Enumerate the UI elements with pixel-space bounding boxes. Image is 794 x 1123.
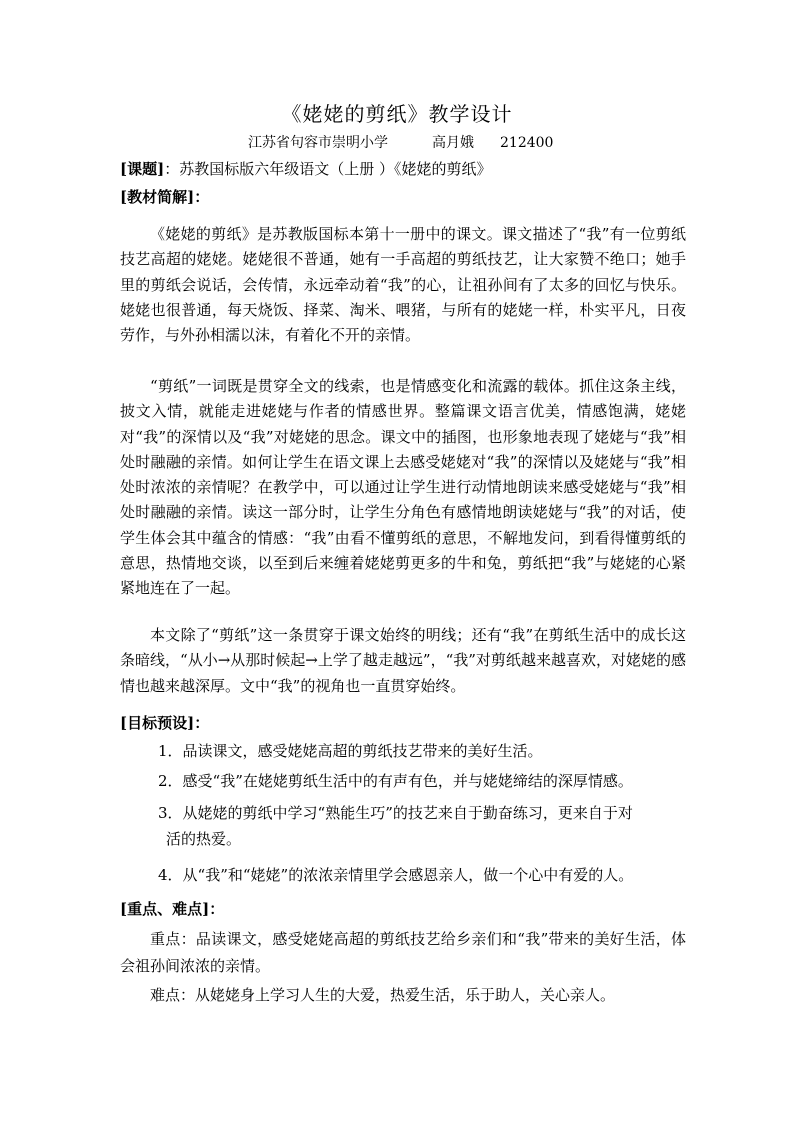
section-heading-goals: [目标预设]： <box>120 714 210 732</box>
intro-paragraph-1: 《姥姥的剪纸》是苏教版国标本第十一册中的课文。课文描述了“我”有一位剪纸技艺高超的姥姥。姥姥很不普通，她有一手高超的剪纸技艺，让大家赞不绝口；她手里的剪纸会说话，会传情，永远牵动着“我”的心，让祖孙间有了太多的回忆与快乐。姥姥也很普通，每天烧饭、择菜、淘米、喂猪，与所有的姥姥一样，朴实平凡，日夜劳作，与外孙相濡以沫，有着化不开的亲情。 <box>120 225 686 345</box>
lesson-line <box>120 158 491 179</box>
difficult-point: 难点：从姥姥身上学习人生的大爱，热爱生活，乐于助人，关心亲人。 <box>150 986 616 1004</box>
lesson-label: [课题] <box>120 160 165 178</box>
goal-item-2: 2．感受“我”在姥姥剪纸生活中的有声有色，并与姥姥缔结的深厚情感。 <box>158 772 633 790</box>
author-line <box>248 132 553 152</box>
intro-paragraph-2: “剪纸”一词既是贯穿全文的线索，也是情感变化和流露的载体。抓住这条主线，披文入情，就能走进姥姥与作者的情感世界。整篇课文语言优美，情感饱满，姥姥对“我”的深情以及“我”对姥姥的思念。课文中的插图，也形象地表现了姥姥与“我”相处时融融的亲情。如何让学生在语文课上去感受姥姥对“我”的深情以及姥姥与“我”相处时浓浓的亲情呢？在教学中，可以通过让学生进行动情地朗读来感受姥姥与“我”相处时融融的亲情。读这一部分时，让学生分角色有感情地朗读姥姥与“我”的对话，使学生体会其中蕴含的情感：“我”由看不懂剪纸的意思，不解地发问，到看得懂剪纸的意思，热情地交谈，以至到后来缠着姥姥剪更多的牛和兔，剪纸把“我”与姥姥的心紧紧地连在了一起。 <box>120 377 686 598</box>
author-school: 江苏省句容市崇明小学 <box>248 135 388 151</box>
goal-item-4: 4．从“我”和“姥姥”的浓浓亲情里学会感恩亲人，做一个心中有爱的人。 <box>158 866 634 884</box>
section-heading-keypoints: [重点、难点]： <box>120 900 225 918</box>
author-name: 高月娥 <box>432 135 474 151</box>
intro-paragraph-3: 本文除了“剪纸”这一条贯穿于课文始终的明线；还有“我”在剪纸生活中的成长这条暗线，“从小→从那时候起→上学了越走越远”，“我”对剪纸越来越喜欢，对姥姥的感情也越来越深厚。文中“我”的视角也一直贯穿始终。 <box>120 626 686 695</box>
author-code: 212400 <box>500 135 554 151</box>
goal-item-1: 1．品读课文，感受姥姥高超的剪纸技艺带来的美好生活。 <box>158 742 543 760</box>
goal-item-3-continued: 活的热爱。 <box>166 830 242 848</box>
key-point: 重点：品读课文，感受姥姥高超的剪纸技艺给乡亲们和“我”带来的美好生活，体会祖孙间浓浓的亲情。 <box>120 930 686 975</box>
lesson-text: ：苏教国标版六年级语文（上册 ）《姥姥的剪纸》 <box>164 160 492 178</box>
document-title: 《姥姥的剪纸》教学设计 <box>281 102 513 126</box>
section-heading-intro: [教材简解]： <box>120 188 210 206</box>
goal-item-3: 3．从姥姥的剪纸中学习“熟能生巧”的技艺来自于勤奋练习，更来自于对 <box>158 804 633 822</box>
